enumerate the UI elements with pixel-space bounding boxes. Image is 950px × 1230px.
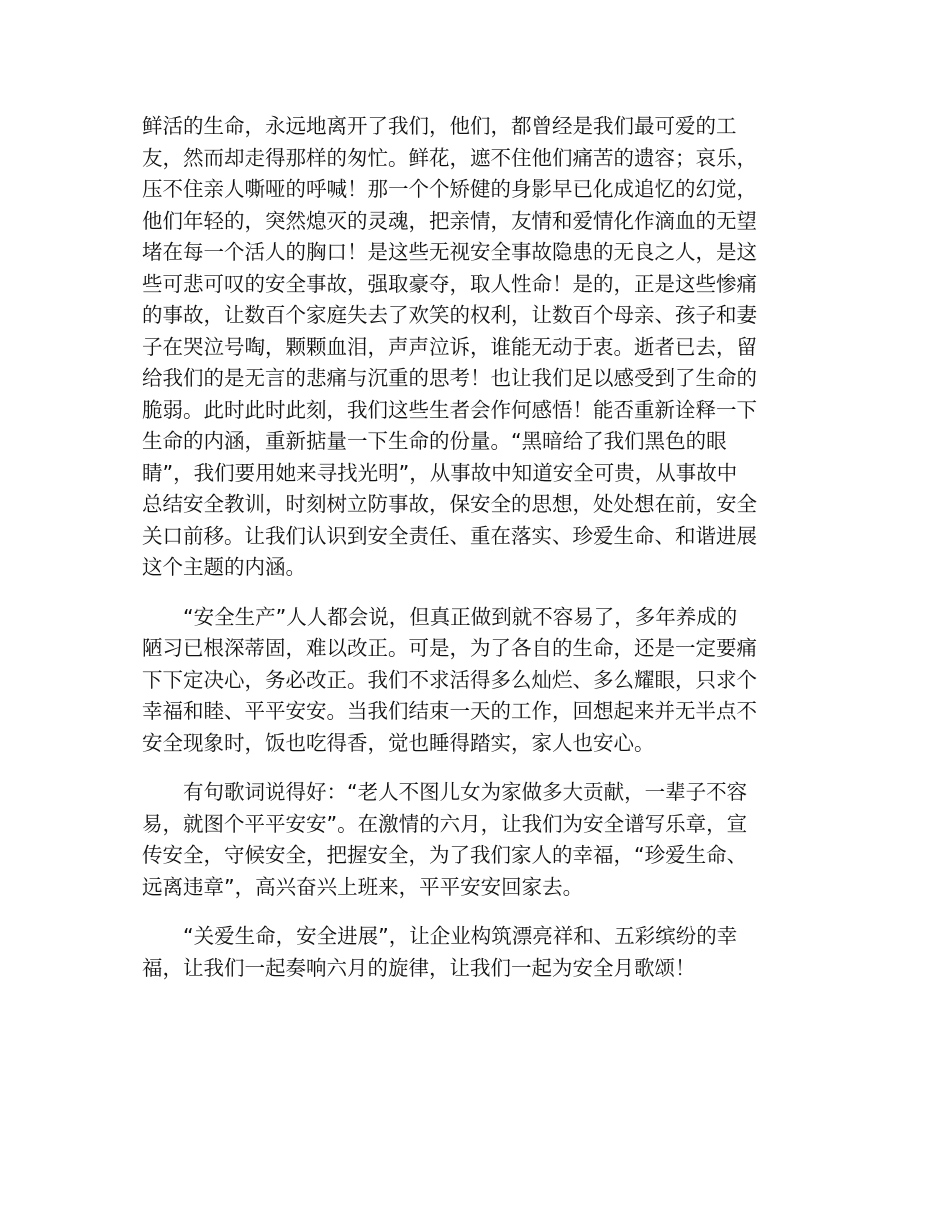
text-line: 子在哭泣号啕，颗颗血泪，声声泣诉，谁能无动于衷。逝者已去，留	[142, 334, 757, 359]
text-line: 易，就图个平平安安”。在激情的六月，让我们为安全谱写乐章，宣	[142, 811, 748, 836]
paragraph-spacer	[142, 584, 812, 602]
text-line: 给我们的是无言的悲痛与沉重的思考！也让我们足以感受到了生命的	[142, 366, 757, 390]
text-line: 总结安全教训，时刻树立防事故，保安全的思想，处处想在前，安全	[142, 492, 757, 516]
text-line: 安全现象时，饭也吃得香，觉也睡得踏实，家人也安心。	[142, 730, 655, 755]
text-line: 脆弱。此时此时此刻，我们这些生者会作何感悟！能否重新诠释一下	[142, 397, 757, 422]
text-line: 福，让我们一起奏响六月的旋律，让我们一起为安全月歌颂！	[142, 955, 696, 980]
text-line: 陋习已根深蒂固，难以改正。可是，为了各自的生命，还是一定要痛	[142, 636, 757, 660]
text-line: 友，然而却走得那样的匆忙。鲜花，遮不住他们痛苦的遗容；哀乐，	[142, 145, 757, 170]
text-line: 鲜活的生命，永远地离开了我们，他们，都曾经是我们最可爱的工	[142, 114, 737, 138]
paragraph-3	[142, 777, 812, 903]
text-line: 些可悲可叹的安全事故，强取豪夺，取人性命！是的，正是这些惨痛	[142, 271, 757, 296]
text-line: 下下定决心，务必改正。我们不求活得多么灿烂、多么耀眼，只求个	[142, 667, 757, 692]
text-line: 关口前移。让我们认识到安全责任、重在落实、珍爱生命、和谐进展	[142, 523, 757, 548]
paragraph-4	[142, 921, 812, 984]
text-line: 幸福和睦、平平安安。当我们结束一天的工作，回想起来并无半点不	[142, 699, 757, 723]
paragraph-2	[142, 602, 812, 760]
paragraph-spacer	[142, 903, 812, 921]
text-line: “关爱生命，安全进展”，让企业构筑漂亮祥和、五彩缤纷的幸	[183, 924, 738, 948]
text-line: 传安全，守候安全，把握安全，为了我们家人的幸福，“珍爱生命、	[142, 843, 748, 867]
text-line: 的事故，让数百个家庭失去了欢笑的权利，让数百个母亲、孩子和妻	[142, 303, 757, 327]
text-line: 有句歌词说得好：“老人不图儿女为家做多大贡献，一辈子不容	[183, 780, 748, 804]
text-line: 压不住亲人嘶哑的呼喊！那一个个矫健的身影早已化成追忆的幻觉，	[142, 177, 757, 201]
text-line: 睛”，我们要用她来寻找光明”，从事故中知道安全可贵，从事故中	[142, 460, 738, 485]
text-line: 生命的内涵，重新掂量一下生命的份量。“黑暗给了我们黑色的眼	[142, 429, 727, 453]
text-line: 他们年轻的，突然熄灭的灵魂，把亲情，友情和爱情化作滴血的无望	[142, 208, 757, 233]
text-line: “安全生产”人人都会说，但真正做到就不容易了，多年养成的	[183, 604, 738, 629]
document-body	[142, 111, 812, 984]
text-line: 远离违章”，高兴奋兴上班来，平平安安回家去。	[142, 874, 584, 899]
text-line: 这个主题的内涵。	[142, 555, 306, 579]
paragraph-spacer	[142, 759, 812, 777]
paragraph-1	[142, 111, 812, 584]
text-line: 堵在每一个活人的胸口！是这些无视安全事故隐患的无良之人，是这	[142, 240, 757, 264]
